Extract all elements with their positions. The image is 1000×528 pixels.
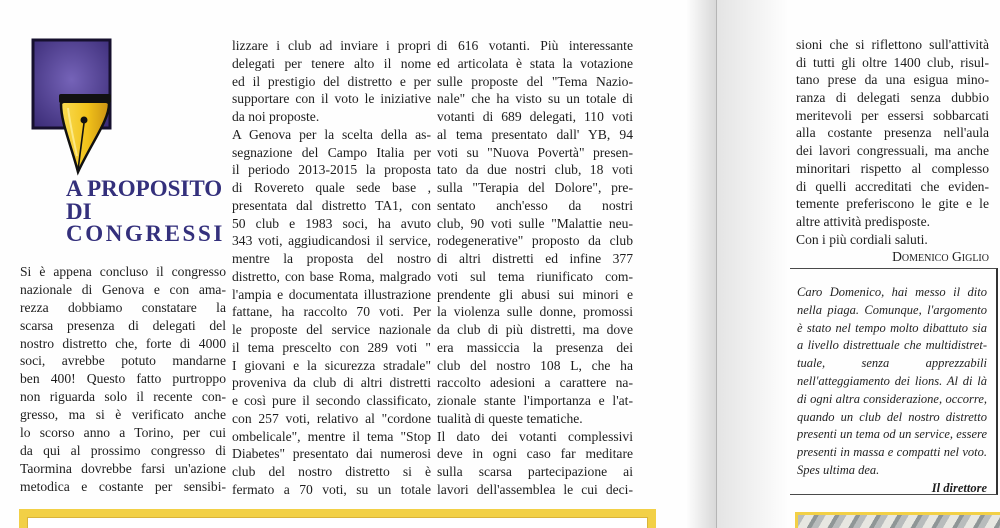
text-line: ed il prestigio del distretto e per — [232, 73, 431, 89]
text-line: metodica e costante per sensibi- — [20, 478, 226, 494]
text-line: fermato a 70 voti, su un totale — [232, 481, 431, 497]
title-line: CONGRESSI — [66, 221, 225, 246]
binding-shadow-left — [686, 0, 716, 528]
binding-shadow-right — [717, 0, 789, 528]
reply-line: presenti in massa e compatti nel voto. — [797, 445, 987, 460]
text-line: temente preferiscono le gite e le — [796, 196, 989, 212]
text-line: prendente gli abusi sui minori e — [437, 286, 633, 302]
editor-signature: Il direttore — [931, 481, 987, 495]
text-line: club del nostro 108 L, che ha — [437, 357, 633, 373]
text-line: voti su "Nuova Povertà" presen- — [437, 144, 633, 160]
text-line: di tutti gli oltre 1400 club, risul- — [796, 54, 989, 70]
text-line: di quelli accreditati che eviden- — [796, 178, 989, 194]
text-line: di 616 votanti. Più interessante — [437, 38, 633, 53]
text-line: ed articolata è stata la votazione — [437, 55, 633, 71]
text-line: soci, avrebbe potuto mandarne — [20, 353, 226, 369]
text-line: nazionale di Genova e con ama- — [20, 281, 226, 297]
text-line: 343 voti, aggiudicandosi il service, — [232, 233, 431, 249]
text-line: alla costante presenza nell'aula — [796, 125, 989, 141]
title-line: DI — [66, 198, 92, 224]
text-line: Taormina dovrebbe farsi un'azione — [20, 460, 226, 476]
text-line: il periodo 2013-2015 la proposta — [232, 162, 431, 178]
text-line: voti sul tema riunificato com- — [437, 268, 633, 284]
text-line: il tema prescelto con 289 voti " — [232, 339, 431, 355]
reply-line: nell'atteggiamento dei lions. Al di là — [797, 373, 987, 388]
text-column-4-lines — [796, 36, 989, 248]
reply-line: è stato nel tempo molto dibattuto sia — [797, 320, 987, 335]
reply-line: nella piaga. Comunque, l'argomento — [797, 302, 987, 317]
text-line: da noi proposte. — [232, 109, 320, 124]
text-line: I giovani e la sicurezza stradale" — [232, 357, 431, 373]
text-line: di altri distretti ed infine 377 — [437, 251, 633, 266]
fountain-pen-nib-icon — [30, 38, 114, 176]
text-line: tato da due nostri club, 18 voti — [437, 162, 633, 178]
text-line: da club di più distretti, ma dove — [437, 322, 633, 337]
text-line: Diabetes" presentato dai numerosi — [232, 446, 431, 462]
text-column-1 — [20, 263, 226, 496]
text-line: fattane, ha raccolto 70 voti. Per — [232, 304, 431, 320]
reply-line: quando un club del nostro distretto — [797, 409, 987, 424]
text-line: club, 90 voti sulle "Malattie neu- — [437, 215, 633, 231]
text-line: deve in ogni caso far meditare — [437, 446, 633, 462]
text-line: lo scorso anno a Torino, per cui — [20, 425, 226, 441]
next-article-frame — [19, 509, 656, 528]
text-line: gresso, ma si è verificato anche — [20, 407, 226, 423]
text-line: lizzare i club ad inviare i propri — [232, 38, 431, 53]
text-column-2 — [232, 37, 431, 499]
text-line: tano prese da una esigua mino- — [796, 72, 989, 88]
text-line: zionale stante l'importanza e l'at- — [437, 393, 633, 408]
text-line: sioni che si riflettono sull'attività — [796, 37, 989, 52]
text-column-4 — [796, 36, 989, 266]
text-line: delegati per tenere alto il nome — [232, 55, 431, 71]
reply-line: Caro Domenico, hai messo il dito — [797, 285, 987, 299]
text-line: club del nostro distretto si è — [232, 464, 431, 479]
text-line: e così pure il secondo classificato, — [232, 393, 431, 408]
text-line: presentata dal distretto TA1, con — [232, 197, 431, 213]
text-line: lavori dell'assemblea le cui deci- — [437, 481, 633, 497]
next-page-photo — [795, 512, 1000, 528]
text-line: al tema presentato dall' YB, 94 — [437, 126, 633, 142]
text-line: A Genova per la scelta della as- — [232, 126, 431, 142]
text-line: altre attività predisposte. — [796, 213, 931, 229]
reply-line: di ogni altra considerazione, occorre, — [797, 391, 987, 406]
text-line: distretto, con base Roma, malgrado — [232, 268, 431, 284]
text-line: la violenza sulle donne, promossi — [437, 304, 633, 320]
text-line: dei lavori congressuali, ma anche — [796, 143, 989, 159]
text-line: era massiccia la presenza dei — [437, 339, 633, 355]
text-line: mentre la proposta del nostro — [232, 251, 431, 266]
text-line: sulla "Terapia del Dolore", pre- — [437, 180, 633, 195]
text-line: 50 club e 1983 soci, ha avuto — [232, 215, 431, 231]
text-line: sulle proposte del "Tema Nazio- — [437, 73, 633, 89]
text-line: sulla scarsa partecipazione ai — [437, 464, 633, 479]
article-title — [66, 178, 225, 246]
author-signature: Domenico Giglio — [892, 249, 989, 265]
text-line: Con i più cordiali saluti. — [796, 231, 928, 247]
editor-reply-text — [797, 284, 987, 480]
text-line: nostro distretto che, forte di 4000 — [20, 335, 226, 351]
text-line: supportare con il voto le iniziative — [232, 91, 431, 107]
reply-line: Spes ultima dea. — [797, 462, 880, 477]
text-line: ben 400! Questo fatto purtroppo — [20, 371, 226, 387]
text-line: votanti di 689 delegati, 110 voti — [437, 109, 633, 124]
text-line: Il dato dei votanti complessivi — [437, 428, 633, 444]
text-line: tualità di queste tematiche. — [437, 410, 583, 426]
text-line: non riguarda solo il recente con- — [20, 389, 226, 405]
text-line: scarsa presenza di delegati del — [20, 317, 226, 333]
text-line: raccolto adesioni a carattere na- — [437, 375, 633, 391]
text-line: segnazione del Campo Italia per — [232, 144, 431, 160]
text-column-3 — [437, 37, 633, 499]
text-line: minoritari rispetto al complesso — [796, 160, 989, 176]
reply-line: a livello distrettuale che multidistret- — [797, 338, 987, 353]
text-line: ombelicale", mentre il tema "Stop — [232, 428, 431, 444]
reply-line: presenti un tema od un service, essere — [797, 427, 987, 442]
text-line: proveniva da club di altri distretti — [232, 375, 431, 391]
text-line: con 257 voti, relativo al "cordone — [232, 410, 431, 426]
text-line: da qui al prossimo congresso di — [20, 442, 226, 458]
text-line: rodegenerative" proposto da club — [437, 233, 633, 249]
reply-line: tuale, senza apprezzabili — [797, 356, 987, 371]
text-line: Si è appena concluso il congresso — [20, 264, 226, 279]
text-line: rezza dobbiamo constatare la — [20, 299, 226, 315]
text-line: sentato anch'esso da nostri — [437, 197, 633, 213]
text-line: di Rovereto quale sede base , — [232, 180, 431, 195]
text-line: l'ampia e documentata illustrazione — [232, 286, 431, 302]
text-line: meritevoli per essersi sobbarcati — [796, 107, 989, 123]
text-line: le proposte del service nazionale — [232, 322, 431, 337]
title-line: A PROPOSITO — [66, 176, 223, 201]
text-line: nale" che ha visto su un totale di — [437, 91, 633, 107]
text-line: ranza di delegati senza dubbio — [796, 90, 989, 106]
